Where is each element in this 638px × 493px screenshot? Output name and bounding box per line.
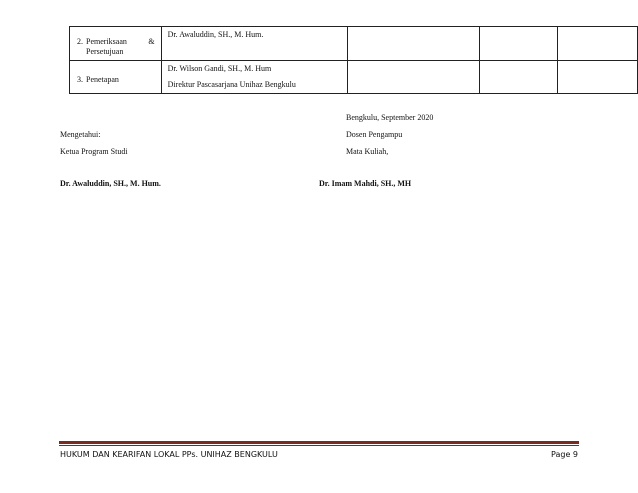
right-role: Dosen Pengampu	[346, 130, 403, 139]
signature-cell	[347, 61, 479, 94]
footer-divider-thin	[59, 445, 579, 446]
signer-cell	[161, 27, 347, 61]
step-label: Penetapan	[86, 75, 119, 84]
step-number: 3.	[77, 75, 83, 84]
signature-cell	[347, 27, 479, 61]
signer-cell	[161, 61, 347, 94]
footer-title: HUKUM DAN KEARIFAN LOKAL PPs. UNIHAZ BENGKULU	[60, 450, 278, 459]
step-label-ampersand: &	[148, 37, 155, 46]
step-number: 2.	[77, 37, 83, 46]
step-label-continued: Persetujuan	[86, 47, 124, 56]
signer-name: Dr. Awaluddin, SH., M. Hum.	[167, 30, 264, 39]
step-cell	[70, 27, 162, 61]
left-signer-name: Dr. Awaluddin, SH., M. Hum.	[60, 179, 161, 188]
table-row	[70, 61, 638, 94]
notes-cell	[557, 27, 637, 61]
place-date: Bengkulu, September 2020	[346, 113, 434, 122]
date-cell	[479, 27, 557, 61]
signer-name: Dr. Wilson Gandi, SH., M. Hum	[167, 64, 272, 73]
left-role: Ketua Program Studi	[60, 147, 128, 156]
approval-table	[69, 26, 638, 94]
notes-cell	[557, 61, 637, 94]
right-signer-name: Dr. Imam Mahdi, SH., MH	[319, 179, 412, 188]
step-cell	[70, 61, 162, 94]
right-role-continued: Mata Kuliah,	[346, 147, 389, 156]
left-intro: Mengetahui:	[60, 130, 101, 139]
page-number: Page 9	[551, 450, 578, 459]
date-cell	[479, 61, 557, 94]
table-row	[70, 27, 638, 61]
footer-divider	[59, 441, 579, 444]
step-label: Pemeriksaan	[86, 37, 127, 46]
signer-title: Direktur Pascasarjana Unihaz Bengkulu	[167, 80, 296, 89]
